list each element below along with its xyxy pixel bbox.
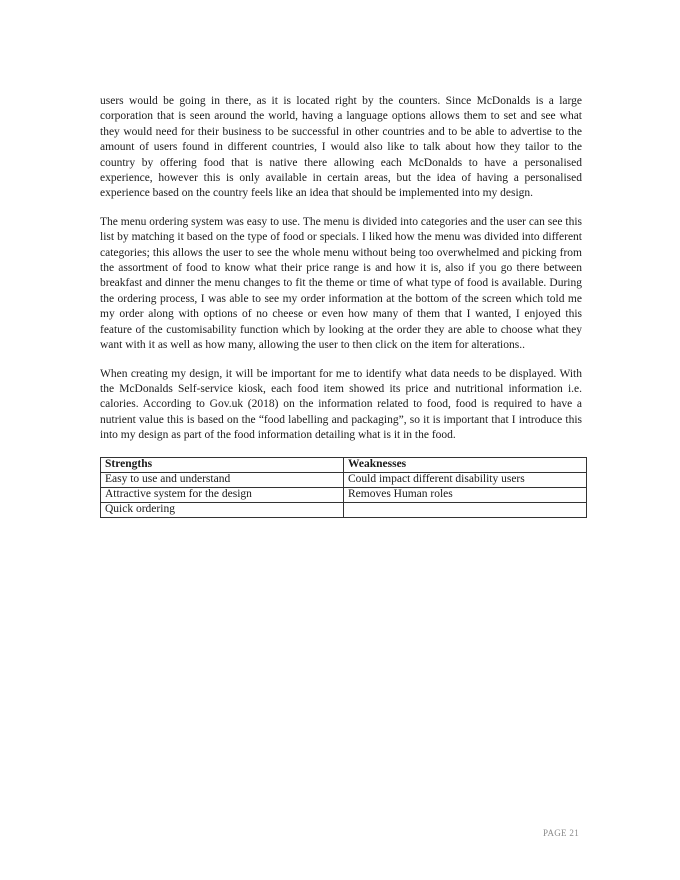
table-cell: Removes Human roles	[344, 487, 587, 502]
paragraph-2: The menu ordering system was easy to use. The menu is divided into categories and the user can see this list by matching it based on the type of food or specials. I liked how the menu was divided into different categories; this allows the user to see the whole menu without being too overwhelmed and picking from the assortment of food to know what their price range is and how it is, also if you go there between breakfast and dinner the menu changes to fit the theme or time of what type of food is available. During the ordering process, I was able to see my order information at the bottom of the screen which told me my order along with options of no cheese or even how many of them that I wanted, I enjoyed this feature of the customisability function which by looking at the order they are able to choose what they want with it as well as how many, allowing the user to then click on the item for alterations..	[100, 215, 582, 352]
table-cell	[344, 502, 587, 517]
table-header-row	[101, 457, 587, 472]
table-row	[101, 472, 587, 487]
table-cell: Could impact different disability users	[344, 472, 587, 487]
paragraph-3: When creating my design, it will be important for me to identify what data needs to be displayed. With the McDonalds Self-service kiosk, each food item showed its price and nutritional information i.e. calories. According to Gov.uk (2018) on the information related to food, food is required to have a nutrient value this is based on the “food labelling and packaging”, so it is important that I introduce this into my design as part of the food information detailing what is it in the food.	[100, 367, 582, 442]
page-content	[100, 94, 582, 518]
header-weaknesses: Weaknesses	[344, 457, 587, 472]
header-strengths: Strengths	[101, 457, 344, 472]
table-cell: Easy to use and understand	[101, 472, 344, 487]
page-number: PAGE 21	[542, 828, 579, 838]
table-cell: Attractive system for the design	[101, 487, 344, 502]
strengths-weaknesses-table	[100, 457, 587, 518]
table-row	[101, 502, 587, 517]
table-row	[101, 487, 587, 502]
paragraph-1: users would be going in there, as it is located right by the counters. Since McDonalds is a large corporation that is seen around the world, having a language options allows them to set and see what they would need for their business to be successful in other countries and to be able to advertise to the amount of users found in different countries, I would also like to talk about how they tailor to the country by offering food that is native there allowing each McDonalds to have a personalised experience, however this is only available in certain areas, but the idea of having a personalised experience based on the country feels like an idea that should be implemented into my design.	[100, 95, 582, 200]
table-cell: Quick ordering	[101, 502, 344, 517]
